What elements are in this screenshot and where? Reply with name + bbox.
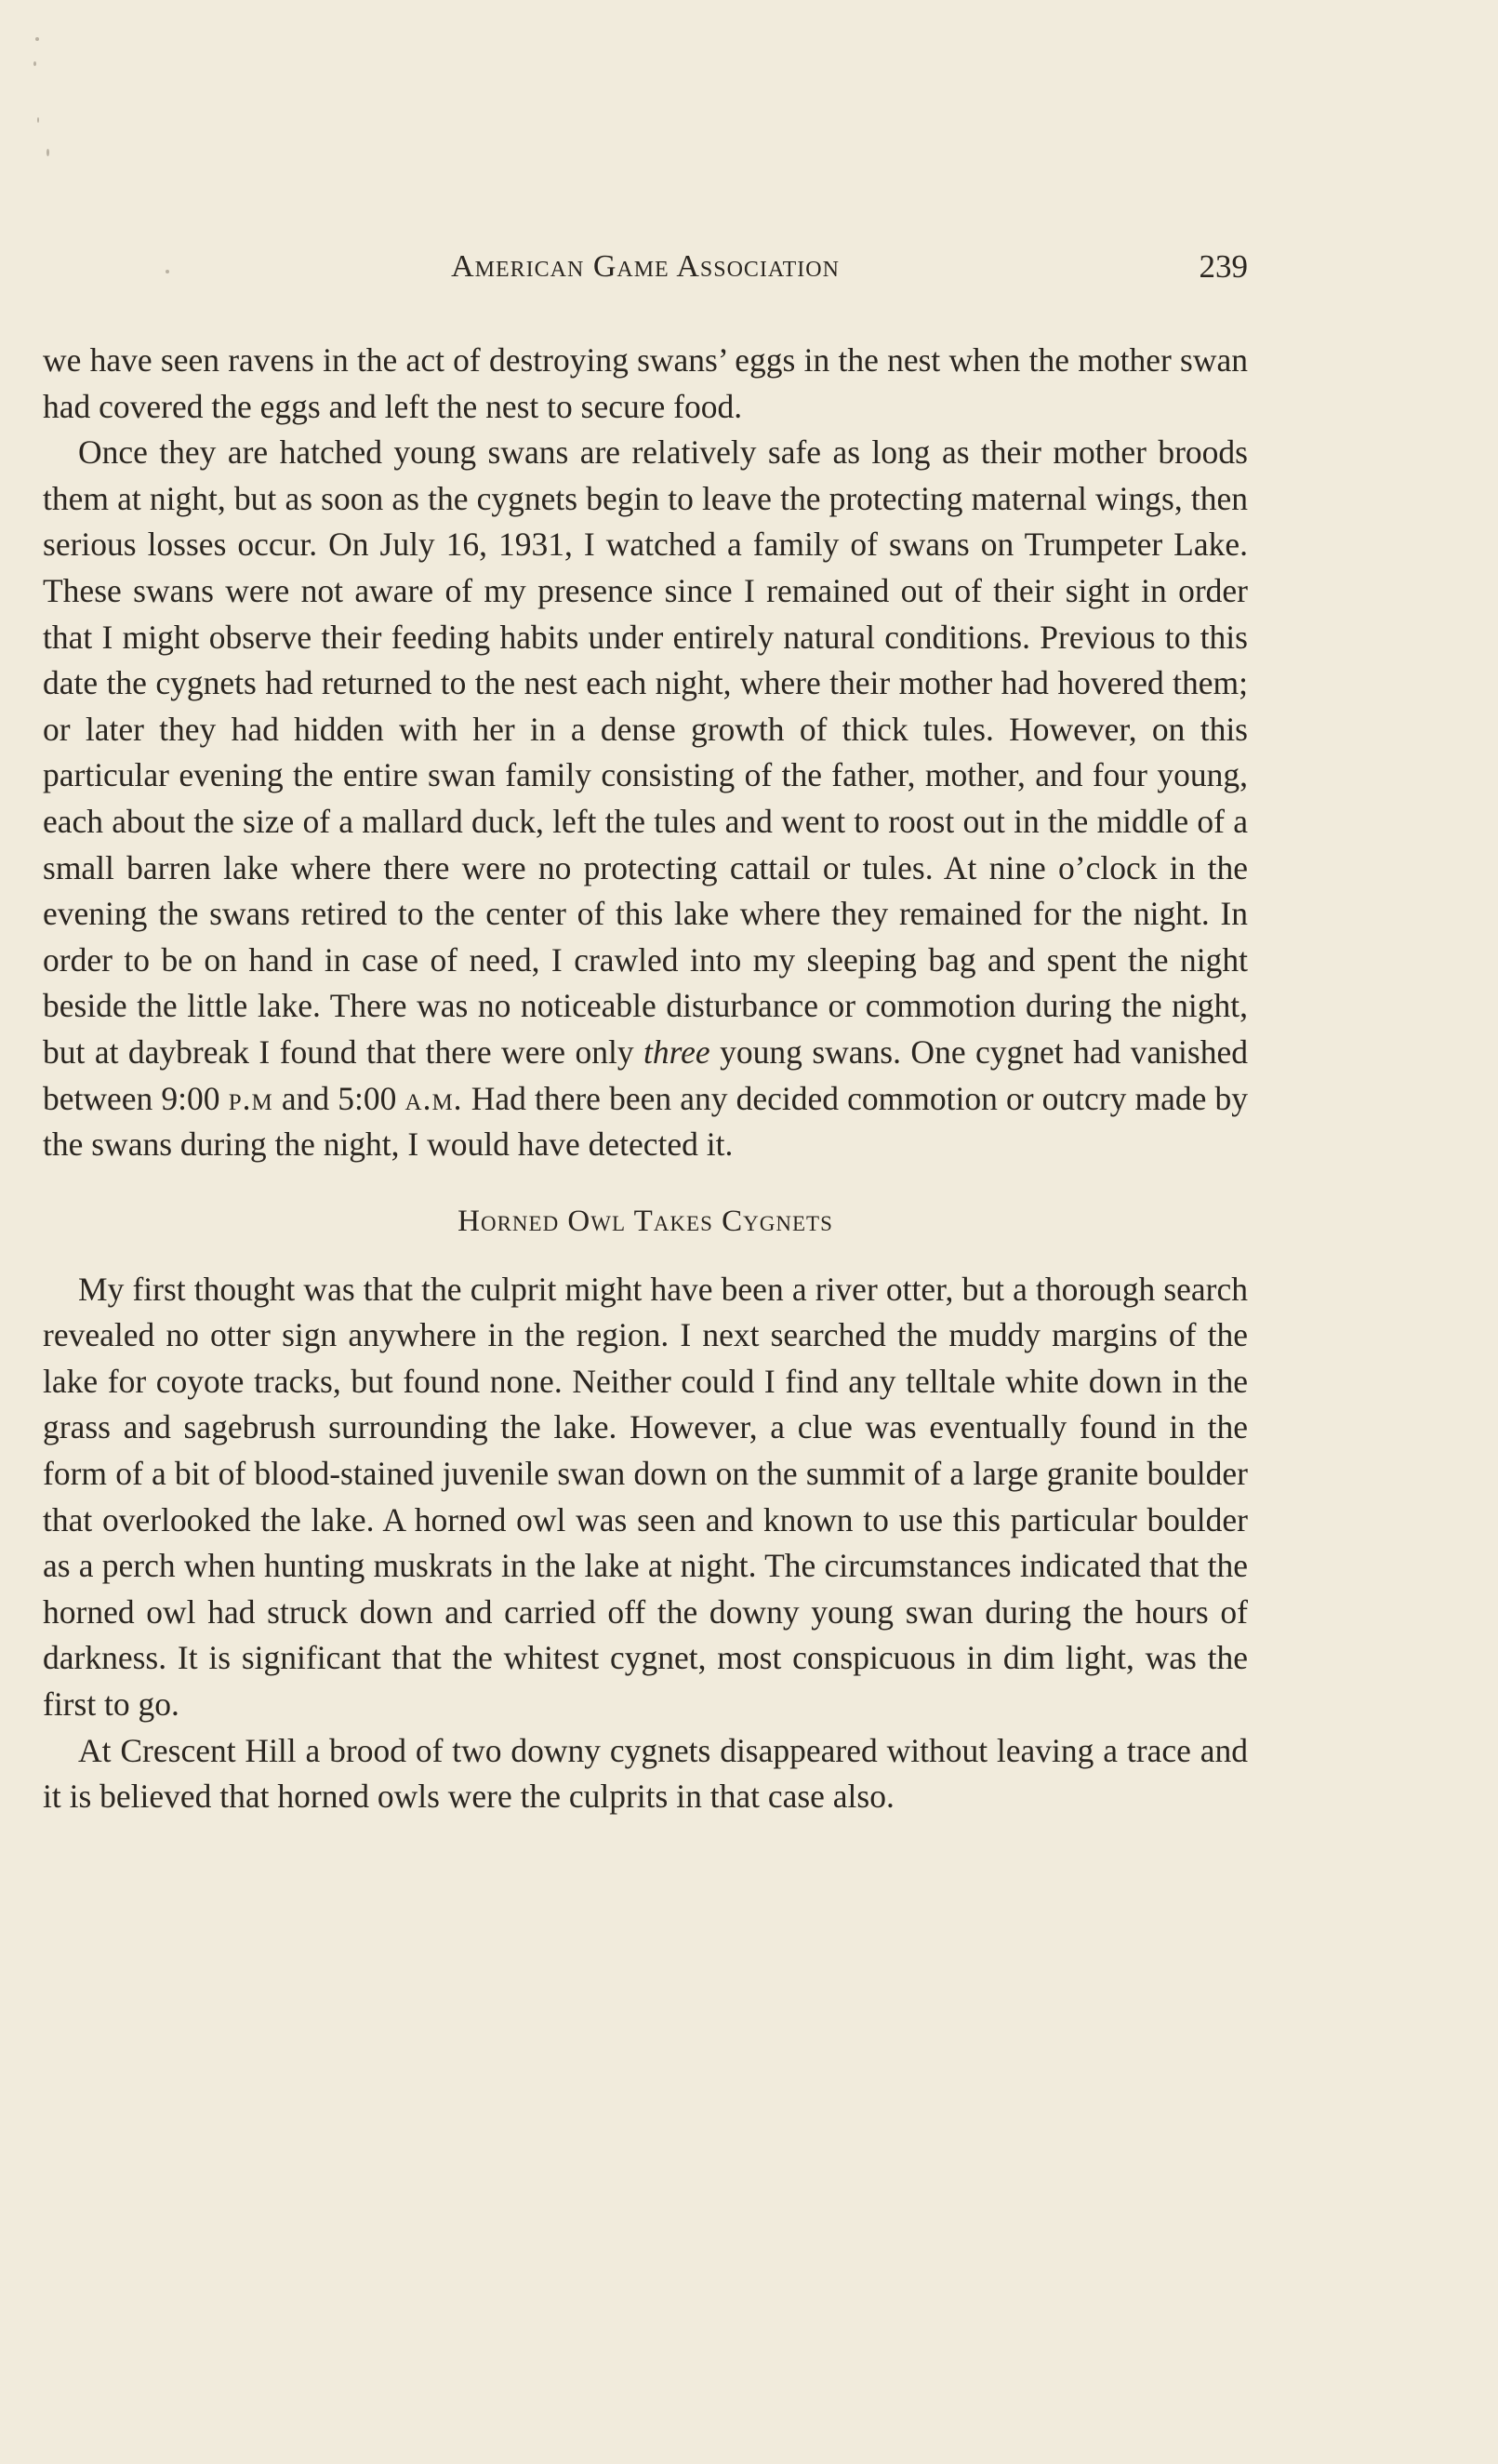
time-morning: 5:00 [338,1079,397,1117]
paper-speck [35,37,39,41]
italic-word: three [643,1032,710,1071]
paragraph-2-continuation: young swans. One cygnet had vanished between [43,1032,1248,1117]
section-heading: Horned Owl Takes Cygnets [457,1204,833,1238]
am-abbreviation: a.m. [404,1079,463,1117]
and-word: and [281,1079,330,1117]
paragraph-1: we have seen ravens in the act of destroying swans’ eggs in the nest when the mother swan had covered the eggs and left the nest to secure food. [43,341,1248,425]
main-text [43,338,1248,1820]
paper-speck [46,149,49,156]
paragraph-2-text: Once they are hatched young swans are relatively safe as long as their mother broods them at night, but as soon as the cygnets begin to leave the protecting maternal wings, then serious losses occur. On July 16, 1931, I watched a family of swans on Trumpeter Lake. These swans were not aware of my presence since I remained out of their sight in order that I might observe their feeding habits under entirely natural conditions. Previous to this date the cygnets had returned to the nest each night, where their mother had hovered them; or later they had hidden with her in a dense growth of thick tules. However, on this particular evening the entire swan family consisting of the father, mother, and four young, each about the size of a mallard duck, left the tules and went to roost out in the middle of a small barren lake where there were no protecting cattail or tules. At nine o’clock in the evening the swans retired to the center of this lake where they remained for the night. In order to be on hand in case of need, I crawled into my sleeping bag and spent the night beside the little lake. There was no noticeable disturbance or commotion during the night, but at daybreak I found that there were only [43,433,1248,1071]
running-header [43,244,1248,290]
page-number: 239 [1199,248,1248,285]
paragraph-2 [43,430,1248,1168]
paragraph-2-ending: Had there been any decided commotion or outcry made by the swans during the night, I would have detected it. [43,1079,1249,1164]
paragraph-3: My first thought was that the culprit might have been a river otter, but a thorough search revealed no otter sign anywhere in the region. I next searched the muddy margins of the lake for coyote tracks, but found none. Neither could I find any telltale white down in the grass and sagebrush surrounding the lake. However, a clue was eventually found in the form of a bit of blood-stained juvenile swan down on the summit of a large granite boulder that overlooked the lake. A horned owl was seen and known to use this particular boulder as a perch when hunting muskrats in the lake at night. The circumstances indicated that the horned owl had struck down and carried off the downy young swan during the hours of darkness. It is significant that the whitest cygnet, most conspicuous in dim light, was the first to go. [43,1270,1248,1724]
pm-abbreviation: p.m [228,1079,273,1117]
paper-speck [37,117,39,123]
running-title: American Game Association [451,249,840,284]
time-evening: 9:00 [161,1079,220,1117]
paragraph-4: At Crescent Hill a brood of two downy cygnets disappeared without leaving a trace and it is believed that horned owls were the culprits in that case also. [43,1731,1248,1816]
paper-speck [33,61,36,66]
